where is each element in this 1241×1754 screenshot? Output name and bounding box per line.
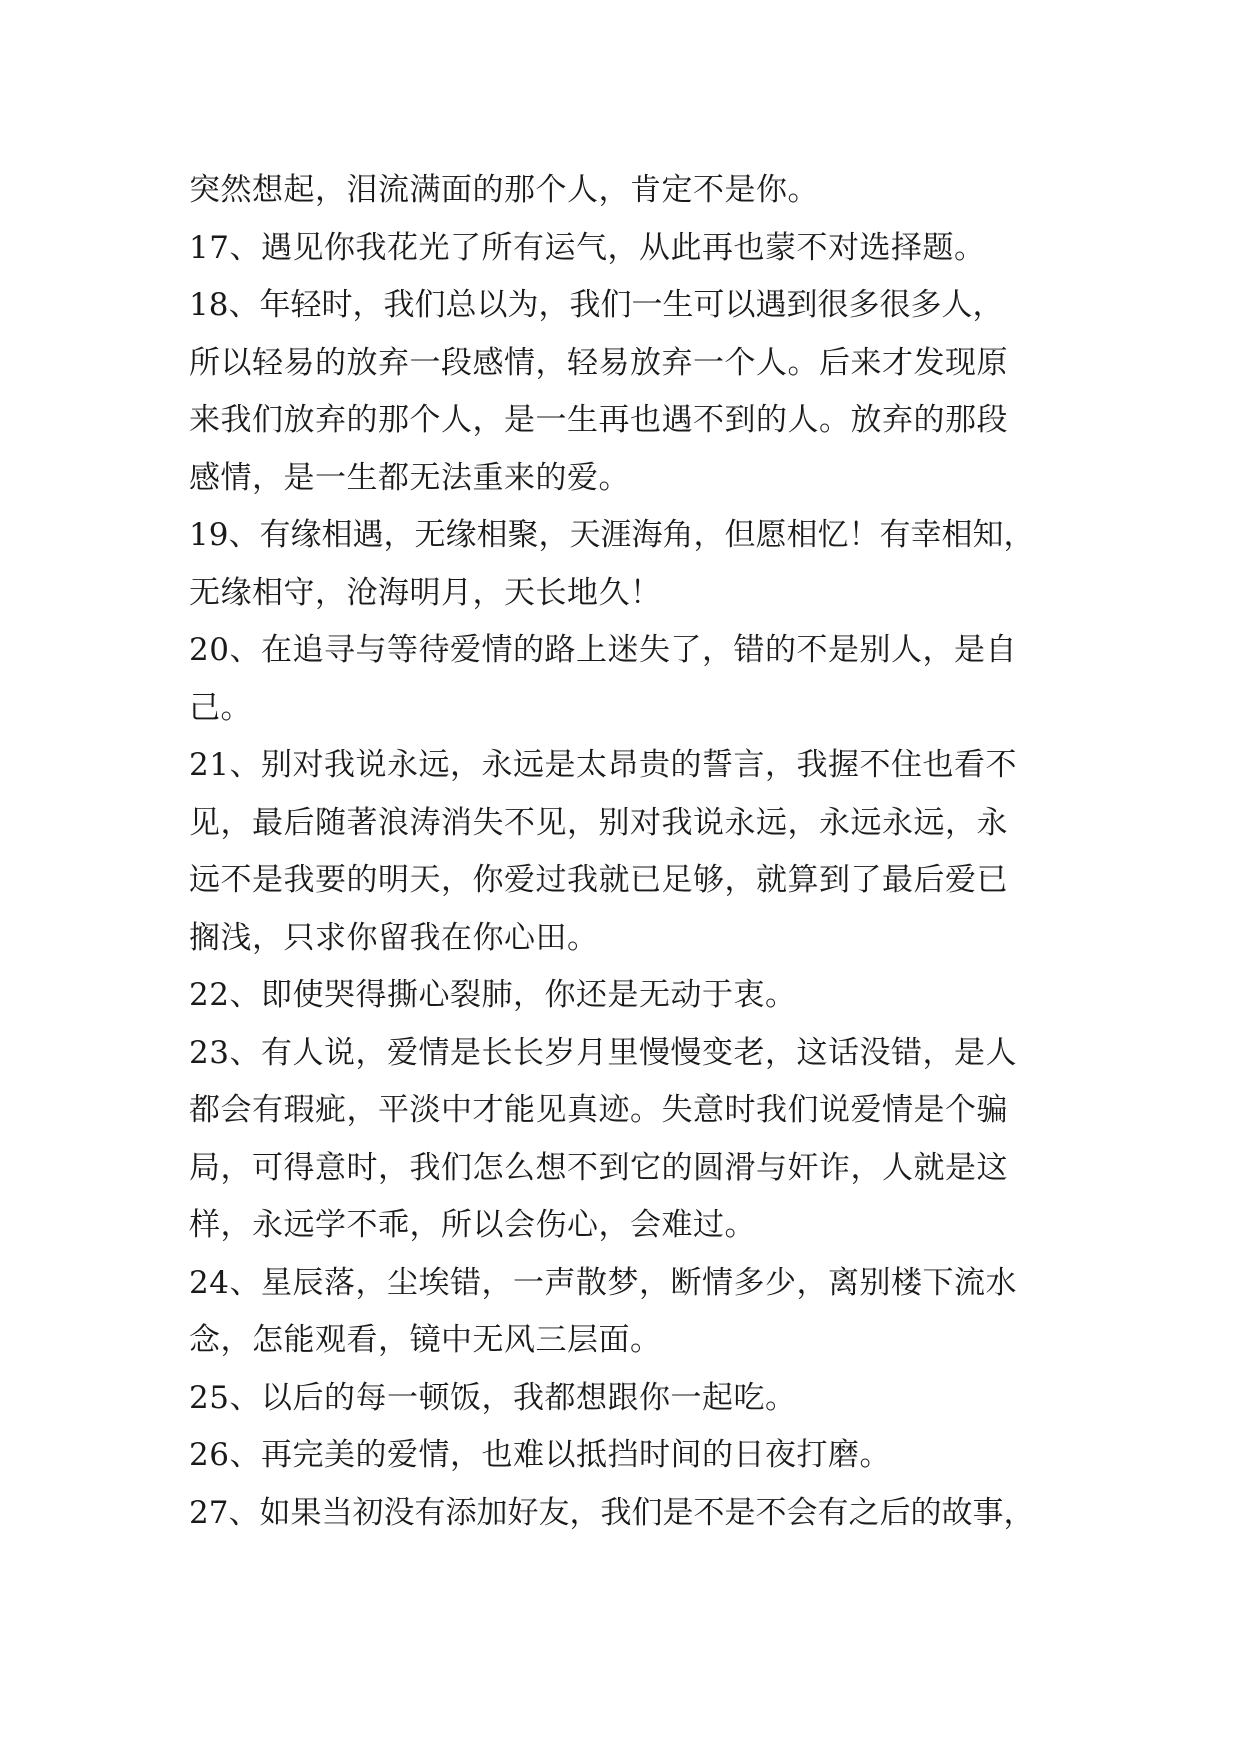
text-line: 所以轻易的放弃一段感情，轻易放弃一个人。后来才发现原: [189, 344, 1008, 381]
text-line: 23、有人说，爱情是长长岁月里慢慢变老，这话没错，是人: [189, 1034, 1017, 1071]
text-line: 来我们放弃的那个人，是一生再也遇不到的人。放弃的那段: [189, 402, 1008, 438]
text-line: 样，永远学不乖，所以会伤心，会难过。: [189, 1207, 756, 1243]
text-line: 搁浅，只求你留我在你心田。: [189, 919, 599, 956]
text-line: 20、在追寻与等待爱情的路上迷失了，错的不是别人，是自: [189, 632, 1017, 668]
text-line: 都会有瑕疵，平淡中才能见真迹。失意时我们说爱情是个骗: [189, 1092, 1008, 1128]
text-line: 27、如果当初没有添加好友，我们是不是不会有之后的故事，: [189, 1494, 1035, 1531]
text-line: 无缘相守，沧海明月，天长地久！: [189, 574, 662, 611]
text-line: 17、遇见你我花光了所有运气，从此再也蒙不对选择题。: [189, 229, 986, 266]
text-line: 局，可得意时，我们怎么想不到它的圆滑与奸诈，人就是这: [189, 1149, 1008, 1186]
text-line: 24、星辰落，尘埃错，一声散梦，断情多少，离别楼下流水: [189, 1264, 1017, 1301]
text-line: 22、即使哭得撕心裂肺，你还是无动于衷。: [189, 977, 797, 1013]
document-body-text: [189, 162, 1069, 1542]
text-line: 念，怎能观看，镜中无风三层面。: [189, 1322, 662, 1358]
text-line: 远不是我要的明天，你爱过我就已足够，就算到了最后爱已: [189, 862, 1008, 898]
text-line: 突然想起，泪流满面的那个人，肯定不是你。: [189, 172, 819, 208]
text-line: 己。: [189, 689, 252, 726]
text-line: 25、以后的每一顿饭，我都想跟你一起吃。: [189, 1379, 797, 1416]
text-line: 26、再完美的爱情，也难以抵挡时间的日夜打磨。: [189, 1437, 891, 1473]
text-line: 感情，是一生都无法重来的爱。: [189, 459, 630, 496]
text-line: 19、有缘相遇，无缘相聚，天涯海角，但愿相忆！有幸相知，: [189, 517, 1035, 553]
text-line: 18、年轻时，我们总以为，我们一生可以遇到很多很多人，: [189, 287, 1004, 323]
text-line: 21、别对我说永远，永远是太昂贵的誓言，我握不住也看不: [189, 747, 1017, 783]
text-line: 见，最后随著浪涛消失不见，别对我说永远，永远永远，永: [189, 804, 1008, 841]
